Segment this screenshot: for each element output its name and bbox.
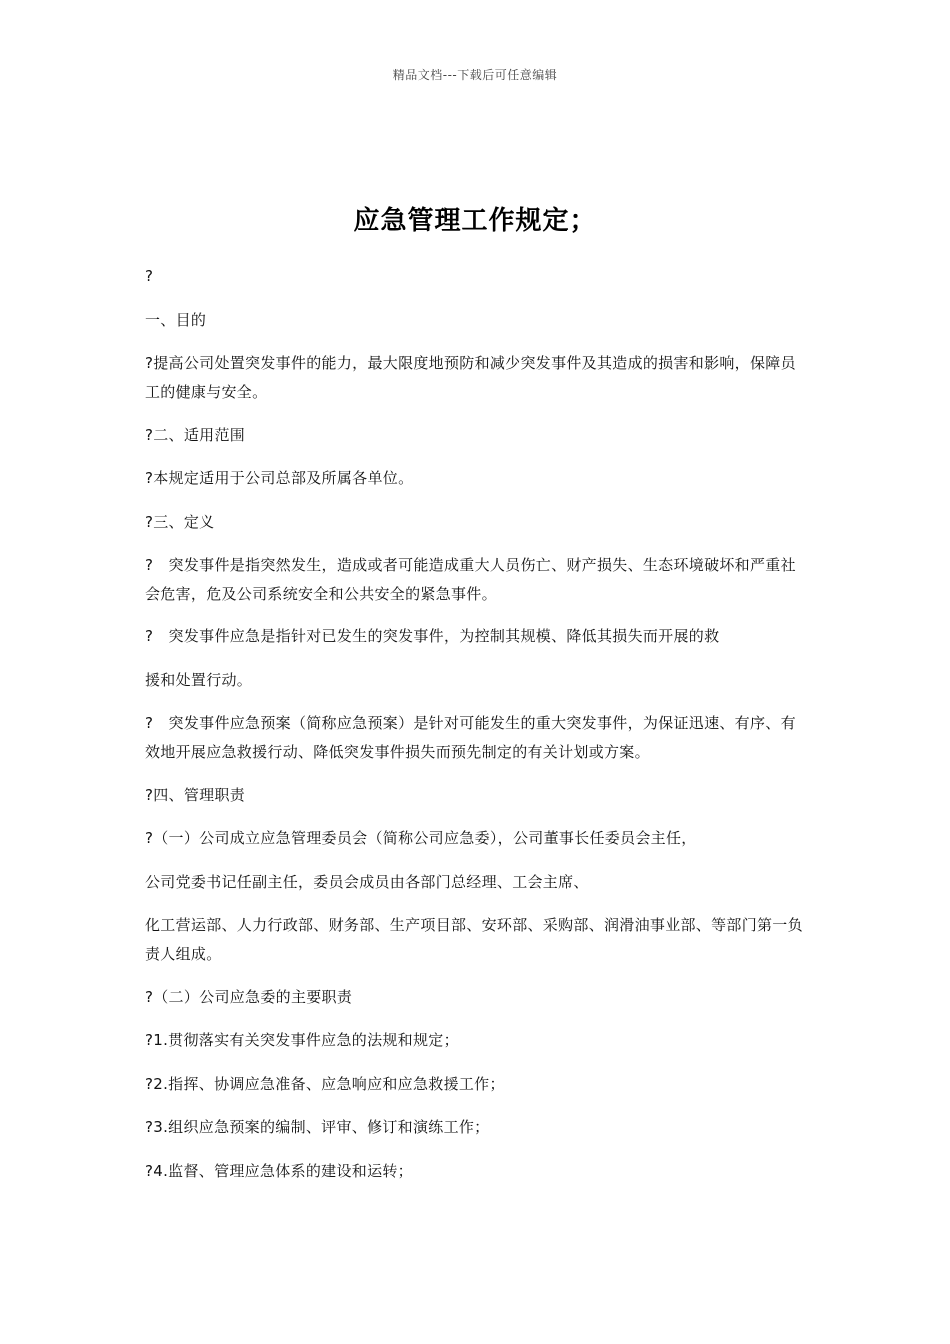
section-heading-definitions: ?三、定义 xyxy=(145,513,215,531)
paragraph-definition-2: ? 突发事件应急是指针对已发生的突发事件，为控制其规模、降低其损失而开展的救 xyxy=(145,627,720,645)
paragraph-duties-1: ?（一）公司成立应急管理委员会（简称公司应急委），公司董事长任委员会主任， xyxy=(145,829,697,847)
section-heading-purpose: 一、目的 xyxy=(145,311,207,329)
subsection-heading-committee-duties: ?（二）公司应急委的主要职责 xyxy=(145,988,353,1006)
document-title: 应急管理工作规定； xyxy=(353,206,597,236)
paragraph-purpose: ?提高公司处置突发事件的能力，最大限度地预防和减少突发事件及其造成的损害和影响，保障员工的健康与安全。 xyxy=(145,354,796,401)
list-item-1: ?1.贯彻落实有关突发事件应急的法规和规定； xyxy=(145,1031,459,1049)
list-item-3: ?3.组织应急预案的编制、评审、修订和演练工作； xyxy=(145,1118,490,1136)
list-item-4: ?4.监督、管理应急体系的建设和运转； xyxy=(145,1162,413,1180)
section-heading-duties: ?四、管理职责 xyxy=(145,786,246,804)
paragraph-duties-2: 公司党委书记任副主任，委员会成员由各部门总经理、工会主席、 xyxy=(145,873,589,891)
list-item-2: ?2.指挥、协调应急准备、应急响应和应急救援工作； xyxy=(145,1075,505,1093)
paragraph-duties-3: 化工营运部、人力行政部、财务部、生产项目部、安环部、采购部、润滑油事业部、等部门第一负责人组成。 xyxy=(145,916,803,963)
paragraph-definition-1: ? 突发事件是指突然发生，造成或者可能造成重大人员伤亡、财产损失、生态环境破坏和严重社会危害，危及公司系统安全和公共安全的紧急事件。 xyxy=(145,556,796,603)
paragraph-definition-2-cont: 援和处置行动。 xyxy=(145,671,253,689)
paragraph-0: ? xyxy=(145,267,154,285)
paragraph-scope: ?本规定适用于公司总部及所属各单位。 xyxy=(145,469,414,487)
paragraph-definition-3: ? 突发事件应急预案（简称应急预案）是针对可能发生的重大突发事件，为保证迅速、有序、有效地开展应急救援行动、降低突发事件损失而预先制定的有关计划或方案。 xyxy=(145,714,796,761)
section-heading-scope: ?二、适用范围 xyxy=(145,426,246,444)
header-note: 精品文档---下载后可任意编辑 xyxy=(392,68,558,82)
